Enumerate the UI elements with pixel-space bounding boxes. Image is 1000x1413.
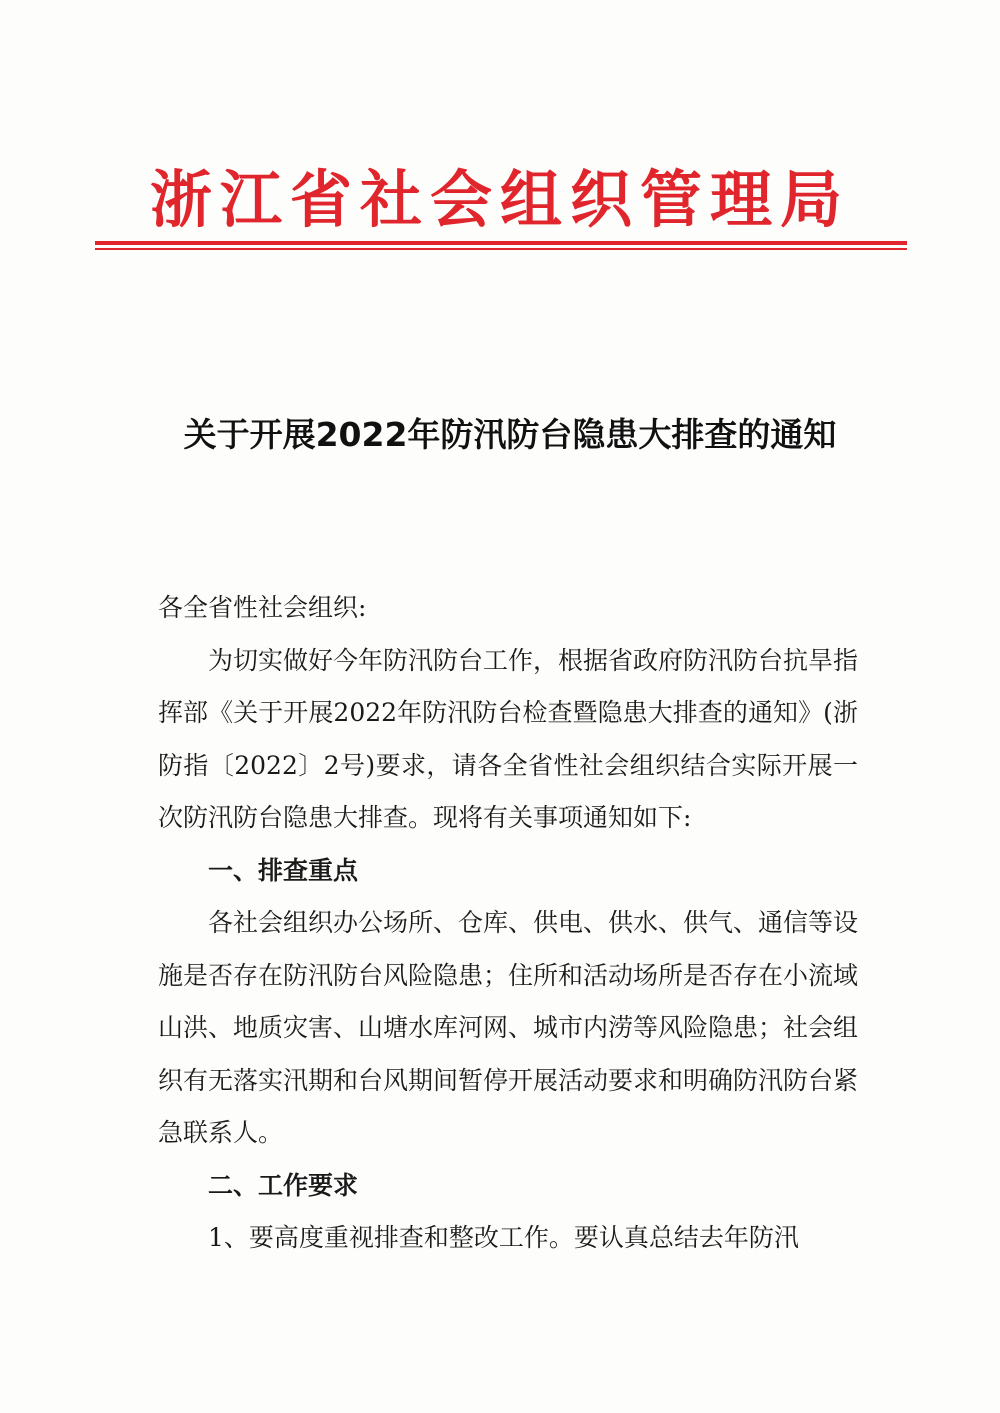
red-divider-thin (95, 248, 907, 250)
section-body-inspection-focus: 各社会组织办公场所、仓库、供电、供水、供气、通信等设施是否存在防汛防台风险隐患；住所和活动场所是否存在小流域山洪、地质灾害、山塘水库河网、城市内涝等风险隐患；社会组织有无落实汛期和台风期间暂停开展活动要求和明确防汛防台紧急联系人。 (158, 908, 859, 1147)
intro-paragraph: 为切实做好今年防汛防台工作，根据省政府防汛防台抗旱指挥部《关于开展2022年防汛防台检查暨隐患大排查的通知》(浙防指〔2022〕2号)要求，请各全省性社会组织结合实际开展一次防汛防台隐患大排查。现将有关事项通知如下: (158, 645, 859, 832)
section-body-work-requirements: 1、要高度重视排查和整改工作。要认真总结去年防汛 (208, 1223, 799, 1252)
notice-title: 关于开展2022年防汛防台隐患大排查的通知 (183, 415, 837, 454)
salutation: 各全省性社会组织: (158, 593, 367, 622)
issuing-org-header: 浙江省社会组织管理局 (150, 163, 851, 236)
section-heading-work-requirements: 二、工作要求 (208, 1170, 359, 1200)
section-heading-inspection-focus: 一、排查重点 (208, 855, 359, 885)
red-divider-thick (95, 241, 907, 245)
notice-body (158, 582, 858, 1265)
